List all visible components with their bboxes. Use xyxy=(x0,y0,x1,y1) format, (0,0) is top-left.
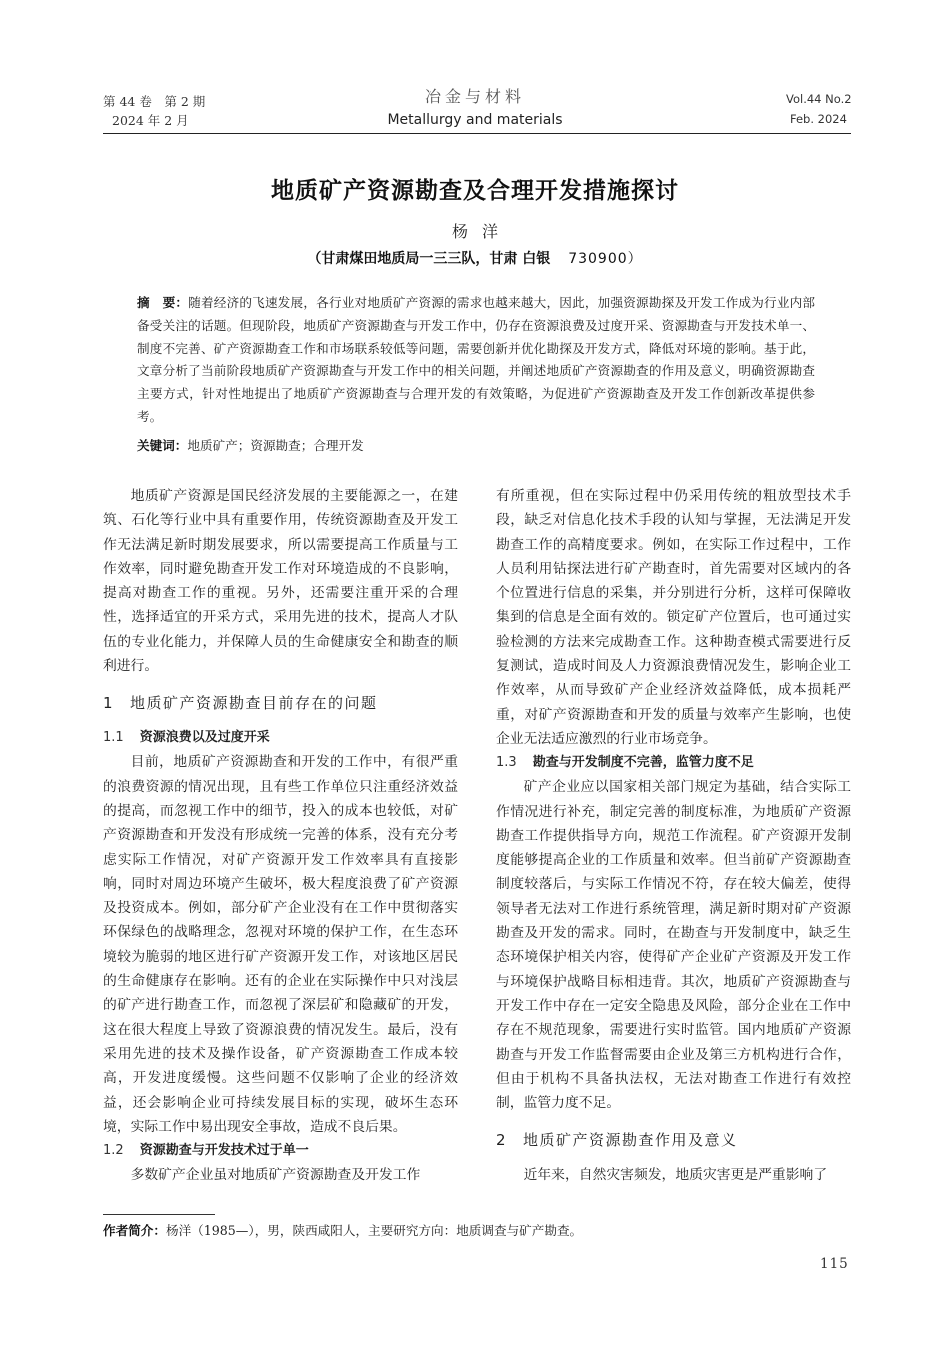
section-1-2-paragraph-start: 多数矿产企业虽对地质矿产资源勘查及开发工作 xyxy=(130,1167,421,1184)
section-1-number: 1 xyxy=(103,694,115,713)
section-1-1-heading xyxy=(103,726,458,750)
article-title: 地质矿产资源勘查及合理开发措施探讨 xyxy=(271,178,679,204)
keywords xyxy=(137,436,815,456)
abstract xyxy=(137,292,815,429)
keywords-text: 地质矿产；资源勘查；合理开发 xyxy=(187,438,364,453)
abstract-text: 随着经济的飞速发展，各行业对地质矿产资源的需求也越来越大，因此，加强资源勘探及开发工作成为行业内部备受关注的话题。但现阶段，地质矿产资源勘查与开发工作中，仍存在资源浪费及过度开采、资源勘查与开发技术单一、制度不完善、矿产资源勘查工作和市场联系较低等问题，需要创新并优化勘探及开发方式，降低对环境的影响。基于此，文章分析了当前阶段地质矿产资源勘查与开发工作中的相关问题，并阐述地质矿产资源勘查的作用及意义，明确资源勘查主要方式，针对性地提出了地质矿产资源勘查与合理开发的有效策略，为促进矿产资源勘查及开发工作创新改革提供参考。 xyxy=(137,295,816,424)
intro-paragraph: 地质矿产资源是国民经济发展的主要能源之一，在建筑、石化等行业中具有重要作用，传统资源勘查及开发工作无法满足新时期发展要求，所以需要提高工作质量与工作效率，同时避免勘查开发工作对环境造成的不良影响，提高对勘查工作的重视。另外，还需要注重开采的合理性，选择适宜的开采方式，采用先进的技术，提高人才队伍的专业化能力，并保障人员的生命健康安全和勘查的顺利进行。 xyxy=(103,488,458,675)
postal-code: 730900） xyxy=(568,251,643,267)
author-name: 杨洋 xyxy=(451,222,512,241)
section-2-paragraph: 近年来，自然灾害频发，地质灾害更是严重影响了 xyxy=(523,1167,828,1184)
journal-title-en: Metallurgy and materials xyxy=(387,112,563,128)
author-footnote xyxy=(103,1220,582,1239)
section-2-title: 地质矿产资源勘查作用及意义 xyxy=(523,1131,738,1150)
page-number: 115 xyxy=(820,1256,849,1272)
volume-issue-en: Vol.44 No.2 xyxy=(786,92,852,106)
date-en: Feb. 2024 xyxy=(790,112,847,126)
section-1-1-title: 资源浪费以及过度开采 xyxy=(139,730,270,746)
footnote-rule xyxy=(103,1214,215,1215)
section-1-2-heading xyxy=(103,1139,458,1163)
body-column-right xyxy=(496,484,851,1188)
section-1-heading xyxy=(103,692,458,714)
header-rule xyxy=(103,133,851,134)
abstract-label: 摘 要： xyxy=(137,295,189,310)
section-2-heading xyxy=(496,1129,851,1151)
section-1-1-number: 1.1 xyxy=(103,730,124,746)
section-1-title: 地质矿产资源勘查目前存在的问题 xyxy=(130,694,378,713)
section-2-number: 2 xyxy=(496,1131,508,1150)
keywords-label: 关键词： xyxy=(137,438,188,453)
date-cn: 2024 年 2 月 xyxy=(112,113,189,128)
section-1-2-title: 资源勘查与开发技术过于单一 xyxy=(139,1143,309,1159)
body-column-left xyxy=(103,484,458,1187)
section-1-3-paragraph: 矿产企业应以国家相关部门规定为基础，结合实际工作情况进行补充，制定完善的制度标准，为地质矿产资源勘查工作提供指导方向，规范工作流程。矿产资源开发制度能够提高企业的工作质量和效率。但当前矿产资源勘查制度较落后，与实际工作情况不符，存在较大偏差，使得领导者无法对工作进行系统管理，满足新时期对矿产资源勘查及开发的需求。同时，在勘查与开发制度中，缺乏生态环境保护相关内容，使得矿产企业矿产资源及开发工作与环境保护战略目标相违背。其次，地质矿产资源勘查与开发工作中存在一定安全隐患及风险，部分企业在工作中存在不规范现象，需要进行实时监管。国内地质矿产资源勘查与开发工作监督需要由企业及第三方机构进行合作，但由于机构不具备执法权，无法对勘查工作进行有效控制，监管力度不足。 xyxy=(496,779,851,1112)
affiliation xyxy=(0,248,950,268)
section-1-3-heading xyxy=(496,751,851,775)
affiliation-text: （甘肃煤田地质局一三三队，甘肃 白银 xyxy=(307,251,551,267)
section-1-2-number: 1.2 xyxy=(103,1143,124,1159)
section-1-2-paragraph-cont: 有所重视，但在实际过程中仍采用传统的粗放型技术手段，缺乏对信息化技术手段的认知与掌握，无法满足开发勘查工作的高精度要求。例如，在实际工作过程中，工作人员利用钻探法进行矿产勘查时，首先需要对区域内的各个位置进行信息的采集，并分别进行分析，这样可保障收集到的信息是全面有效的。锁定矿产位置后，也可通过实验检测的方法来完成勘查工作。这种勘查模式需要进行反复测试，造成时间及人力资源浪费情况发生，影响企业工作效率，从而导致矿产企业经济效益降低，成本损耗严重，对矿产资源勘查和开发的质量与效率产生影响，也使企业无法适应激烈的行业市场竞争。 xyxy=(496,488,851,747)
journal-title-cn: 冶金与材料 xyxy=(424,87,525,106)
volume-issue-cn: 第 44 卷 第 2 期 xyxy=(103,94,206,109)
footnote-text: 杨洋（1985—），男，陕西咸阳人，主要研究方向：地质调查与矿产勘查。 xyxy=(165,1223,583,1238)
section-1-3-title: 勘查与开发制度不完善，监管力度不足 xyxy=(532,755,754,771)
section-1-3-number: 1.3 xyxy=(496,755,517,771)
footnote-label: 作者简介： xyxy=(103,1223,166,1238)
section-1-1-paragraph: 目前，地质矿产资源勘查和开发的工作中，有很严重的浪费资源的情况出现，且有些工作单位只注重经济效益的提高，而忽视工作中的细节，投入的成本也较低，对矿产资源勘查和开发没有形成统一完善的体系，没有充分考虑实际工作情况，对矿产资源开发工作效率具有直接影响，同时对周边环境产生破坏，极大程度浪费了矿产资源及投资成本。例如，部分矿产企业没有在工作中贯彻落实环保绿色的战略理念，忽视对环境的保护工作，在生态环境较为脆弱的地区进行矿产资源开发工作，对该地区居民的生命健康存在影响。还有的企业在实际操作中只对浅层的矿产进行勘查工作，而忽视了深层矿和隐藏矿的开发，这在很大程度上导致了资源浪费的情况发生。最后，没有采用先进的技术及操作设备，矿产资源勘查工作成本较高，开发进度缓慢。这些问题不仅影响了企业的经济效益，还会影响企业可持续发展目标的实现，破坏生态环境，实际工作中易出现安全事故，造成不良后果。 xyxy=(103,754,458,1135)
